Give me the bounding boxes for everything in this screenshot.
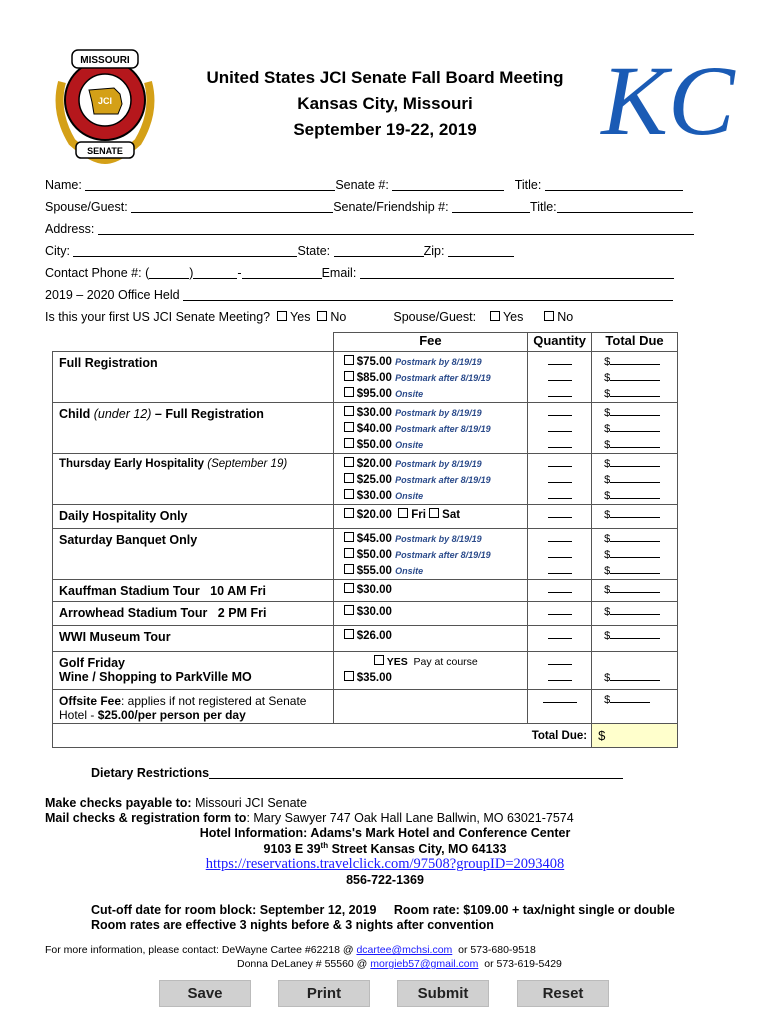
cutoff-line [91,903,675,917]
mail-label: Mail checks & registration form to [45,811,247,825]
quantity-field[interactable] [548,654,572,665]
total-field[interactable] [610,547,660,558]
fee-checkbox[interactable] [344,629,354,639]
quantity-field[interactable] [548,386,572,397]
quantity-field[interactable] [548,354,572,365]
dollar-sign: $ [604,407,611,419]
print-button[interactable]: Print [278,980,370,1007]
golf-wine-label [53,652,334,690]
contact-line2-text: Donna DeLaney # 55560 @ [237,958,368,970]
zip-field[interactable] [448,244,514,257]
hotel-address-line [0,841,770,856]
fee-checkbox[interactable] [344,508,354,518]
fee-checkbox[interactable] [344,371,354,381]
total-cell [592,690,678,724]
address-label: Address: [45,222,95,236]
fee-amount: $30.00 [356,490,392,502]
quantity-cell [528,529,592,580]
contact-line-2 [237,958,562,970]
quantity-field[interactable] [548,582,572,593]
fee-amount: $26.00 [356,630,392,642]
quantity-field[interactable] [548,563,572,574]
hotel-address-a: 9103 E 39 [263,842,321,857]
phone-prefix-field[interactable] [193,266,237,279]
fee-amount: $95.00 [356,388,392,400]
logo-bottom-text: SENATE [87,146,123,156]
contact-phone-2: or 573-619-5429 [484,958,562,970]
total-field[interactable] [610,472,660,483]
fee-note: Onsite [395,566,424,576]
kauffman-fees [333,580,527,602]
total-cell [592,652,678,690]
table-row [53,602,678,626]
fee-amount: $35.00 [356,672,392,684]
wwi-museum-label: WWI Museum Tour [53,626,334,652]
table-row [53,403,678,454]
arrowhead-fees [333,602,527,626]
total-field[interactable] [610,456,660,467]
state-label: State: [297,244,331,258]
spouse-no-label: No [557,310,574,324]
dietary-label: Dietary Restrictions [91,766,210,780]
room-rate-text: Room rate: $109.00 + tax/night single or double [393,903,675,917]
senate-number-field[interactable] [392,178,504,191]
office-field[interactable] [183,288,673,301]
child-fees [333,403,527,454]
spouse-no-checkbox[interactable] [544,311,554,321]
title-field[interactable] [545,178,683,191]
child-label: Child [59,407,91,421]
phone-sep-2: - [237,266,242,280]
total-cell [592,580,678,602]
fee-amount: $30.00 [356,606,392,618]
fee-amount: $25.00 [356,474,392,486]
fee-amount: $50.00 [356,439,392,451]
total-cell [592,505,678,529]
spouse-yes-label: Yes [502,310,524,324]
state-field[interactable] [334,244,424,257]
dollar-sign: $ [604,458,611,470]
fee-note: Onsite [395,440,424,450]
dollar-sign: $ [604,533,611,545]
title-line-3: September 19-22, 2019 [293,120,477,139]
dollar-sign: $ [604,630,611,642]
total-cell [592,352,678,403]
fee-checkbox[interactable] [344,387,354,397]
quantity-cell [528,454,592,505]
quantity-cell [528,403,592,454]
fee-checkbox[interactable] [344,583,354,593]
quantity-field[interactable] [548,547,572,558]
fee-note: Postmark by 8/19/19 [395,357,482,367]
total-due-field[interactable]: $ [592,724,678,748]
fee-amount: $75.00 [356,356,392,368]
total-header: Total Due [592,333,678,352]
name-label: Name: [45,178,82,192]
office-row [45,288,673,302]
fee-amount: $30.00 [356,584,392,596]
address-field[interactable] [98,222,694,235]
quantity-header: Quantity [528,333,592,352]
quantity-field[interactable] [548,472,572,483]
daily-fees [333,505,527,529]
fee-amount: $50.00 [356,549,392,561]
offsite-label2: Hotel - [59,708,95,722]
quantity-field[interactable] [548,370,572,381]
logo-mid-text: JCI [97,96,113,106]
sat-label: Sat [442,509,461,521]
dietary-field[interactable] [209,766,623,779]
title2-label: Title: [530,200,557,214]
full-registration-fees [333,352,527,403]
quantity-field[interactable] [548,628,572,639]
total-field[interactable] [610,405,660,416]
senate-label: Senate #: [335,178,389,192]
reset-button[interactable]: Reset [517,980,609,1007]
fee-note: Postmark by 8/19/19 [395,459,482,469]
fee-checkbox[interactable] [344,438,354,448]
offsite-label2-bold: $25.00/per person per day [97,708,246,722]
fee-amount: $30.00 [356,407,392,419]
table-header-row [53,333,678,352]
dollar-sign: $ [604,509,611,521]
full-registration-label: Full Registration [53,352,334,403]
name-field[interactable] [85,178,335,191]
title-line-2: Kansas City, Missouri [297,94,473,113]
fee-amount: $85.00 [356,372,392,384]
hotel-address-b: Street Kansas City, MO 64133 [328,842,507,857]
quantity-field[interactable] [548,405,572,416]
offsite-fee-label [53,690,334,724]
fee-header: Fee [333,333,527,352]
total-field[interactable] [610,628,660,639]
table-row [53,454,678,505]
kc-logo-text: KC [601,45,735,156]
offsite-label-rest: : applies if not registered at Senate [121,694,307,708]
total-field[interactable] [610,582,660,593]
dollar-sign: $ [604,672,611,684]
quantity-field[interactable] [548,437,572,448]
fee-note: Postmark after 8/19/19 [395,475,491,485]
offsite-label: Offsite Fee [59,694,122,708]
fee-checkbox[interactable] [344,532,354,542]
cutoff-text: Cut-off date for room block: September 12, 2019 [91,903,377,917]
email-label: Email: [321,266,357,280]
fee-checkbox[interactable] [344,355,354,365]
fee-table [52,332,678,748]
dollar-sign: $ [604,490,611,502]
golf-note: Pay at course [413,656,478,668]
total-field[interactable] [610,604,660,615]
email-field[interactable] [360,266,674,279]
total-cell [592,403,678,454]
fee-amount: $55.00 [356,565,392,577]
dollar-sign: $ [604,474,611,486]
first-meeting-yes-checkbox[interactable] [277,311,287,321]
total-cell [592,626,678,652]
reservation-url[interactable] [0,856,770,873]
fee-amount: $45.00 [356,533,392,545]
quantity-field[interactable] [548,488,572,499]
city-label: City: [45,244,70,258]
total-field[interactable] [610,370,660,381]
spouse-yes-checkbox[interactable] [490,311,500,321]
golf-yes-checkbox[interactable] [374,655,384,665]
fee-note: Onsite [395,491,424,501]
total-field[interactable] [610,692,650,703]
fee-checkbox[interactable] [344,457,354,467]
sat-checkbox[interactable] [429,508,439,518]
spouse-question: Spouse/Guest: [393,310,477,324]
dollar-sign: $ [604,356,611,368]
wwi-fees [333,626,527,652]
phone-line-field[interactable] [242,266,322,279]
first-meeting-question: Is this your first US JCI Senate Meeting? [45,310,271,324]
checks-value: Missouri JCI Senate [195,796,307,810]
total-field[interactable] [610,563,660,574]
mail-value: : Mary Sawyer 747 Oak Hall Lane Ballwin, MO 63021-7574 [246,811,574,825]
fee-checkbox[interactable] [344,605,354,615]
total-field[interactable] [610,437,660,448]
thursday-hospitality-label [53,454,334,505]
quantity-cell [528,352,592,403]
quantity-cell [528,602,592,626]
child-label-italic: (under 12) [93,407,152,421]
golf-label: Golf Friday [59,656,125,670]
table-row [53,580,678,602]
table-row [53,505,678,529]
table-row [53,626,678,652]
quantity-cell [528,690,592,724]
phone-sep-1: ) [189,266,194,280]
wine-label: Wine / Shopping to ParkVille MO [59,670,252,684]
dollar-sign: $ [604,565,611,577]
banquet-label: Saturday Banquet Only [53,529,334,580]
total-field[interactable] [610,670,660,681]
dollar-sign: $ [604,423,611,435]
total-due-label: Total Due: [53,724,592,748]
dollar-sign: $ [604,694,611,706]
city-field[interactable] [73,244,297,257]
total-field[interactable] [610,386,660,397]
dollar-sign: $ [604,584,611,596]
submit-button[interactable]: Submit [397,980,489,1007]
total-field[interactable] [610,421,660,432]
city-row [45,244,514,258]
fee-checkbox[interactable] [344,406,354,416]
spouse-row [45,200,693,214]
title-label: Title: [514,178,542,192]
arrowhead-tour-label: Arrowhead Stadium Tour 2 PM Fri [53,602,334,626]
address-row [45,222,694,236]
table-row [53,352,678,403]
save-button[interactable]: Save [159,980,251,1007]
table-row [53,690,678,724]
reservation-link[interactable]: https://reservations.travelclick.com/97508?groupID=2093408 [205,856,565,872]
offsite-fee-cell [333,690,527,724]
contact-email-1[interactable]: dcartee@mchsi.com [356,944,453,956]
table-row [53,652,678,690]
friendship-label: Senate/Friendship #: [333,200,449,214]
table-row [53,529,678,580]
fee-note: Onsite [395,389,424,399]
golf-yes-label: YES [386,656,408,668]
hotel-phone: 856-722-1369 [346,873,424,887]
contact-email-2[interactable]: morgieb57@gmail.com [370,958,479,970]
title-line-1: United States JCI Senate Fall Board Meeting [206,68,564,87]
hotel-address-sup: th [320,841,329,850]
mail-checks-line [45,811,574,825]
fri-checkbox[interactable] [398,508,408,518]
golf-wine-fees [333,652,527,690]
banquet-fees [333,529,527,580]
fee-note: Postmark after 8/19/19 [395,424,491,434]
checks-payable-line [45,796,307,810]
quantity-field[interactable] [548,507,572,518]
fee-amount: $40.00 [356,423,392,435]
quantity-field[interactable] [548,604,572,615]
fee-checkbox[interactable] [344,671,354,681]
dollar-sign: $ [604,549,611,561]
fee-checkbox[interactable] [344,564,354,574]
fee-note: Postmark by 8/19/19 [395,534,482,544]
spouse-label: Spouse/Guest: [45,200,128,214]
contact-intro: For more information, please contact: DeWayne Cartee #62218 @ [45,944,354,956]
quantity-cell [528,580,592,602]
fee-checkbox[interactable] [344,422,354,432]
thursday-label: Thursday Early Hospitality [59,458,205,470]
first-meeting-yes-label: Yes [290,310,311,324]
kauffman-tour-label: Kauffman Stadium Tour 10 AM Fri [53,580,334,602]
total-field[interactable] [610,354,660,365]
phone-area-field[interactable] [149,266,189,279]
dollar-sign: $ [604,606,611,618]
dollar-sign: $ [604,372,611,384]
total-cell [592,602,678,626]
quantity-field[interactable] [543,692,577,703]
spouse-title-field[interactable] [557,200,693,213]
daily-hospitality-label: Daily Hospitality Only [53,505,334,529]
total-field[interactable] [610,507,660,518]
checks-label: Make checks payable to: [45,796,192,810]
fee-checkbox[interactable] [344,489,354,499]
total-due-row [53,724,678,748]
quantity-field[interactable] [548,456,572,467]
total-field[interactable] [610,488,660,499]
dollar-sign: $ [604,388,611,400]
first-meeting-row [45,310,573,324]
phone-label: Contact Phone #: ( [45,266,150,280]
quantity-field[interactable] [548,421,572,432]
fee-note: Postmark after 8/19/19 [395,550,491,560]
quantity-field[interactable] [548,531,572,542]
zip-label: Zip: [423,244,445,258]
dollar-sign: $ [604,439,611,451]
fee-amount: $20.00 [356,509,392,521]
quantity-field[interactable] [548,670,572,681]
fee-amount: $20.00 [356,458,392,470]
thursday-label-italic: (September 19) [207,458,288,470]
quantity-cell [528,626,592,652]
total-field[interactable] [610,531,660,542]
contact-line-1 [45,944,536,956]
fee-checkbox[interactable] [344,548,354,558]
name-row [45,178,683,192]
quantity-cell [528,652,592,690]
hotel-info-line: Hotel Information: Adams's Mark Hotel and Conference Center [199,826,571,840]
total-cell [592,454,678,505]
fri-label: Fri [411,509,426,521]
friendship-number-field[interactable] [452,200,530,213]
first-meeting-no-checkbox[interactable] [317,311,327,321]
logo-top-text: MISSOURI [80,55,130,66]
fee-note: Postmark after 8/19/19 [395,373,491,383]
spouse-field[interactable] [131,200,333,213]
quantity-cell [528,505,592,529]
phone-row [45,266,674,280]
contact-phone-1: or 573-680-9518 [458,944,536,956]
child-label-rest: – Full Registration [154,407,264,421]
fee-note: Postmark by 8/19/19 [395,408,482,418]
child-registration-label [53,403,334,454]
effective-line: Room rates are effective 3 nights before & 3 nights after convention [91,918,494,932]
fee-checkbox[interactable] [344,473,354,483]
thursday-fees [333,454,527,505]
office-label: 2019 – 2020 Office Held [45,288,180,302]
dietary-row [91,766,623,780]
first-meeting-no-label: No [330,310,347,324]
total-cell [592,529,678,580]
